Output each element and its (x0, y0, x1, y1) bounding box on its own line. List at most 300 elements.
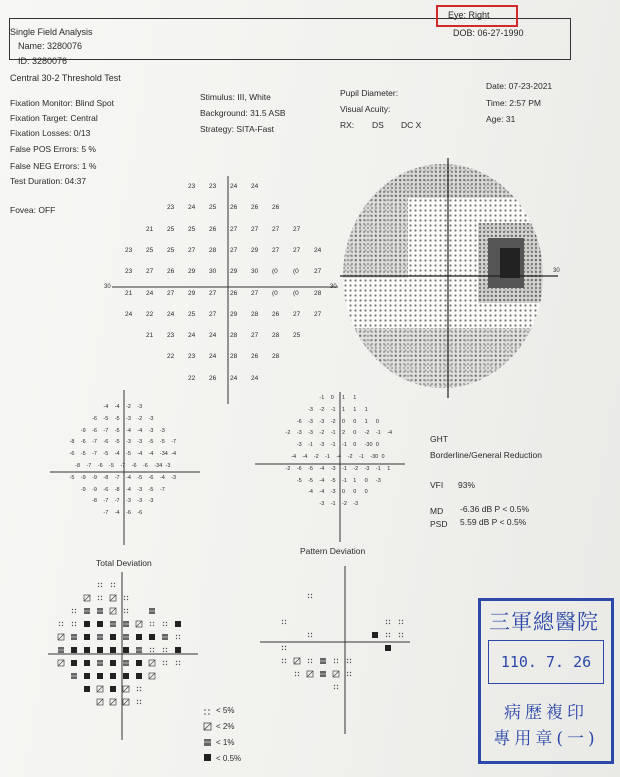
pattern-dev-value: -1 (342, 442, 347, 449)
pattern-dev-value: -2 (353, 465, 359, 472)
pattern-dev-value: -3 (308, 418, 313, 425)
total-dev-value: -9 (80, 486, 86, 493)
total-dev-value: -6 (126, 510, 131, 517)
pattern-dev-value: 0 (342, 418, 346, 425)
threshold-value: 21 (125, 289, 133, 297)
threshold-value: 27 (251, 332, 259, 340)
total-dev-value: -5 (69, 474, 75, 481)
threshold-value: 28 (251, 310, 259, 318)
threshold-value: 23 (167, 332, 175, 340)
threshold-value: 21 (146, 225, 154, 233)
pattern-dev-value: -30 (370, 454, 379, 460)
total-dev-value: -7 (171, 439, 177, 446)
pattern-dev-value: -6 (296, 418, 302, 425)
pattern-dev-symbol (295, 672, 299, 676)
threshold-value: 26 (209, 225, 217, 233)
pattern-dev-symbol (386, 633, 390, 637)
blind-spot-core (500, 248, 520, 278)
total-dev-symbol (110, 634, 116, 640)
pattern-dev-value: 0 (353, 442, 357, 449)
threshold-value: 23 (167, 204, 175, 212)
pattern-dev-symbol (294, 658, 300, 664)
pattern-dev-value: -3 (308, 430, 313, 437)
fovea: Fovea: OFF (10, 205, 56, 215)
total-dev-value: -7 (159, 486, 165, 493)
threshold-value: 26 (230, 289, 238, 297)
legend-p5: < 5% (216, 706, 235, 715)
threshold-value: 27 (293, 246, 301, 254)
total-dev-symbol (111, 583, 115, 587)
threshold-value: 26 (272, 204, 280, 212)
threshold-value: 23 (209, 183, 217, 190)
pattern-dev-value: -6 (296, 465, 302, 472)
pattern-dev-value: -3 (319, 418, 325, 425)
total-dev-value: -8 (103, 474, 109, 481)
total-dev-symbol (150, 648, 154, 652)
total-dev-value: -7 (86, 463, 92, 469)
pattern-dev-symbol (386, 620, 390, 624)
total-dev-value: -3 (171, 474, 177, 481)
pattern-dev-value: 2 (342, 430, 346, 437)
threshold-value: 29 (230, 268, 238, 276)
threshold-value: 29 (188, 268, 196, 276)
total-dev-value: -5 (80, 451, 86, 458)
pattern-dev-value: -1 (330, 501, 336, 508)
psd-value: 5.59 dB P < 0.5% (460, 517, 527, 527)
grayscale-map (338, 158, 564, 398)
pattern-dev-value: -4 (308, 489, 313, 496)
pattern-dev-value: 1 (353, 406, 357, 413)
total-dev-value: -5 (114, 427, 120, 434)
pattern-dev-value: 1 (387, 465, 391, 472)
total-dev-symbol (175, 621, 181, 627)
total-dev-value: -4 (126, 427, 131, 434)
fixation-target: Fixation Target: Central (10, 113, 98, 123)
threshold-value: 26 (251, 204, 259, 212)
total-dev-symbol (97, 660, 103, 666)
vfi-label: VFI (430, 480, 444, 490)
total-dev-symbol (97, 673, 103, 679)
threshold-value: 22 (188, 374, 196, 382)
pattern-dev-value: 1 (364, 418, 368, 425)
total-dev-value: -6 (80, 439, 86, 446)
total-dev-symbol (150, 622, 154, 626)
total-dev-value: -3 (148, 427, 154, 434)
pattern-dev-value: -2 (342, 501, 347, 508)
pattern-dev-value: 1 (364, 406, 368, 413)
patient-name: Name: 3280076 (18, 41, 83, 51)
pattern-dev-value: -3 (296, 430, 302, 437)
pattern-dev-symbol (334, 685, 338, 689)
total-dev-value: -7 (92, 451, 97, 458)
threshold-value: 30 (209, 268, 217, 276)
threshold-value: 25 (209, 204, 217, 212)
total-dev-symbol (97, 634, 103, 640)
total-dev-symbol (84, 647, 90, 653)
total-dev-value: -5 (159, 439, 165, 446)
total-dev-value: -4 (159, 474, 165, 481)
threshold-value: 27 (293, 310, 301, 318)
total-dev-value: -3 (159, 427, 165, 434)
threshold-value: 27 (230, 225, 238, 233)
threshold-value: 28 (209, 246, 217, 254)
total-dev-value: -3 (126, 415, 131, 422)
total-dev-value: -5 (126, 451, 131, 458)
pattern-dev-value: -3 (375, 477, 381, 484)
threshold-value: 27 (230, 246, 238, 254)
total-dev-symbol (59, 622, 63, 626)
total-dev-symbol (72, 622, 76, 626)
pattern-dev-value: -3 (319, 501, 325, 508)
pattern-dev-value: -5 (296, 477, 302, 484)
threshold-value: 22 (167, 353, 175, 361)
threshold-value: 25 (146, 246, 154, 254)
total-dev-value: -6 (69, 451, 75, 458)
pattern-dev-value: -5 (330, 477, 336, 484)
total-dev-value: -3 (137, 498, 143, 505)
pattern-dev-value: -2 (319, 406, 325, 413)
pattern-dev-symbol (320, 671, 326, 677)
false-pos: False POS Errors: 5 % (10, 144, 96, 154)
threshold-value: 27 (272, 246, 280, 254)
pattern-dev-value: -2 (319, 430, 325, 437)
total-dev-symbol (71, 673, 77, 679)
total-dev-symbol (123, 699, 129, 705)
threshold-value: 26 (209, 374, 217, 382)
total-dev-value: -6 (103, 486, 109, 493)
test-name: Central 30-2 Threshold Test (10, 73, 121, 83)
total-dev-symbol (123, 660, 129, 666)
md-value: -6.36 dB P < 0.5% (460, 504, 530, 514)
pattern-dev-value: -1 (342, 465, 347, 472)
total-dev-value: -34 (154, 463, 163, 469)
pattern-dev-symbol (282, 620, 286, 624)
dob: DOB: 06-27-1990 (453, 28, 524, 38)
total-dev-symbol (84, 673, 90, 679)
pattern-dev-value: -3 (364, 465, 370, 472)
total-dev-value: -4 (126, 474, 131, 481)
total-dev-value: -3 (148, 498, 154, 505)
threshold-value: 27 (146, 268, 154, 276)
threshold-value: 23 (188, 353, 196, 361)
threshold-value: 26 (251, 353, 259, 361)
total-dev-symbol (71, 634, 77, 640)
pattern-dev-value: -3 (308, 406, 313, 413)
total-dev-symbol (110, 673, 116, 679)
threshold-value: 24 (251, 183, 259, 190)
total-dev-symbol (97, 686, 103, 692)
pattern-dev-value: -2 (330, 418, 336, 425)
total-dev-symbol (123, 621, 129, 627)
total-dev-value: -6 (137, 510, 143, 517)
total-dev-symbol (136, 621, 142, 627)
grayscale-axis-label: 30 (553, 268, 560, 274)
total-dev-symbol (149, 673, 155, 679)
visual-acuity: Visual Acuity: (340, 104, 391, 114)
pattern-dev-value: -1 (330, 430, 336, 437)
total-dev-symbol (84, 634, 90, 640)
threshold-value: 28 (314, 289, 322, 297)
total-dev-symbol (110, 595, 116, 601)
stamp-line-1: 病歷複印 (504, 703, 588, 723)
pattern-dev-symbol (334, 659, 338, 663)
total-dev-symbol (97, 608, 103, 614)
total-dev-value: -9 (92, 474, 97, 481)
stamp-hospital-name: 三軍總醫院 (489, 610, 599, 634)
pattern-dev-symbol (333, 671, 339, 677)
md-label: MD (430, 506, 444, 516)
total-dev-value: -2 (126, 404, 131, 410)
total-dev-value: -3 (126, 439, 131, 446)
pattern-dev-value: 0 (375, 442, 379, 449)
threshold-value: 26 (167, 268, 175, 276)
ght-label: GHT (430, 434, 448, 444)
threshold-value: (0 (293, 289, 299, 297)
patient-age: Age: 31 (486, 114, 516, 124)
threshold-value: 30 (251, 268, 259, 276)
total-dev-value: -5 (148, 439, 154, 446)
total-deviation-title: Total Deviation (96, 558, 152, 568)
total-dev-value: -6 (131, 463, 137, 469)
total-dev-value: -4 (148, 451, 154, 458)
total-dev-value: -6 (92, 427, 97, 434)
total-dev-symbol (123, 673, 129, 679)
total-dev-value: -5 (148, 486, 154, 493)
total-dev-symbol (110, 686, 116, 692)
threshold-axis-label-left: 30 (104, 284, 111, 290)
total-dev-value: -9 (92, 486, 97, 493)
pattern-dev-value: 1 (342, 406, 346, 413)
test-time: Time: 2:57 PM (486, 98, 541, 108)
total-dev-symbol (98, 596, 102, 600)
total-dev-symbol (97, 699, 103, 705)
threshold-value: (0 (272, 289, 278, 297)
total-dev-symbol (137, 687, 141, 691)
threshold-value: 23 (188, 183, 196, 190)
pattern-dev-value: 0 (381, 454, 385, 460)
pattern-dev-value: 0 (353, 489, 357, 496)
pattern-dev-value: 0 (353, 430, 357, 437)
total-dev-value: -9 (80, 474, 86, 481)
total-dev-value: -4 (103, 404, 109, 410)
pattern-dev-value: -5 (308, 465, 313, 472)
threshold-value: 27 (314, 268, 322, 276)
test-date: Date: 07-23-2021 (486, 81, 553, 91)
threshold-value: 25 (293, 332, 301, 340)
legend-p2: < 2% (216, 722, 235, 731)
total-dev-value: -4 (126, 486, 131, 493)
pattern-dev-symbol (347, 672, 351, 676)
pattern-dev-value: -4 (319, 465, 325, 472)
pattern-dev-value: 0 (375, 418, 379, 425)
threshold-value: 22 (146, 310, 154, 318)
pattern-dev-value: 0 (330, 395, 334, 401)
total-dev-value: -3 (165, 463, 171, 469)
threshold-axes (100, 176, 340, 406)
threshold-value: 28 (230, 353, 238, 361)
total-dev-symbol (110, 660, 116, 666)
pattern-dev-value: -1 (330, 406, 336, 413)
total-dev-value: -4 (137, 427, 143, 434)
total-dev-axes (50, 390, 200, 550)
rx-label: RX: (340, 120, 355, 130)
pattern-dev-value: -4 (319, 489, 325, 496)
pattern-dev-symbol (308, 659, 312, 663)
threshold-value: 24 (209, 332, 217, 340)
threshold-value: 24 (209, 353, 217, 361)
threshold-value: 28 (272, 353, 280, 361)
threshold-value: 27 (167, 289, 175, 297)
pattern-dev-symbol (385, 645, 391, 651)
total-dev-value: -3 (137, 404, 143, 410)
pattern-dev-value: -4 (336, 454, 342, 460)
total-dev-symbol (98, 583, 102, 587)
pattern-deviation-plot (260, 566, 410, 736)
rx-ds: DS (372, 120, 384, 130)
threshold-value: 28 (230, 332, 238, 340)
total-dev-value: -8 (92, 498, 97, 505)
pattern-dev-symbol (308, 633, 312, 637)
total-dev-value: -8 (75, 463, 81, 469)
total-dev-symbol (97, 621, 103, 627)
threshold-value: 27 (314, 310, 322, 318)
total-dev-symbol (123, 634, 129, 640)
stamp-date: 110. 7. 26 (488, 640, 604, 684)
pattern-dev-symbol (282, 646, 286, 650)
legend-symbols (202, 706, 216, 766)
total-dev-symbol (58, 647, 64, 653)
threshold-value: 24 (230, 183, 238, 190)
total-dev-value: -5 (103, 415, 109, 422)
total-dev-value: -6 (148, 474, 154, 481)
total-dev-symbol (84, 595, 90, 601)
pattern-dev-value: -2 (285, 465, 291, 472)
pattern-dev-symbol (307, 671, 313, 677)
total-dev-symbol (84, 608, 90, 614)
total-dev-symbol (163, 661, 167, 665)
total-dev-symbol (163, 622, 167, 626)
total-dev-symbol (71, 647, 77, 653)
legend-p1: < 1% (216, 738, 235, 747)
pattern-dev-value: -3 (296, 442, 302, 449)
total-dev-symbol (137, 700, 141, 704)
total-dev-symbol (149, 634, 155, 640)
total-dev-symbol (84, 621, 90, 627)
total-dev-symbol (163, 648, 167, 652)
pattern-dev-value: -1 (308, 442, 313, 449)
total-dev-value: -4 (114, 451, 120, 458)
total-dev-value: -4 (114, 404, 120, 410)
total-dev-symbol (136, 660, 142, 666)
threshold-value: 29 (188, 289, 196, 297)
threshold-value: 27 (251, 289, 259, 297)
pattern-dev-value: -2 (313, 454, 319, 460)
threshold-value: 28 (272, 332, 280, 340)
total-dev-value: -5 (114, 439, 120, 446)
pattern-dev-value: -1 (319, 395, 325, 401)
total-dev-value: -7 (114, 498, 120, 505)
total-dev-symbol (58, 634, 64, 640)
psd-label: PSD (430, 519, 448, 529)
total-dev-value: -5 (103, 451, 109, 458)
threshold-value: 24 (146, 289, 154, 297)
pattern-dev-value: -1 (325, 454, 330, 460)
total-dev-value: -6 (142, 463, 148, 469)
pattern-dev-value: -1 (375, 465, 381, 472)
pattern-dev-value: -4 (291, 454, 297, 460)
total-dev-symbol (72, 609, 76, 613)
pattern-dev-axes (255, 392, 405, 552)
pattern-dev-symbol (320, 658, 326, 664)
threshold-value: 27 (188, 246, 196, 254)
threshold-axis-label-right: 30 (330, 284, 337, 290)
pattern-dev-symbol (399, 620, 403, 624)
pattern-dev-symbol (308, 594, 312, 598)
pattern-dev-value: -4 (387, 430, 393, 437)
total-dev-value: -8 (69, 439, 75, 446)
pattern-dev-value: 0 (353, 418, 357, 425)
total-dev-value: -3 (137, 486, 143, 493)
total-dev-symbol (149, 608, 155, 614)
total-dev-symbol (136, 634, 142, 640)
threshold-value: 25 (188, 310, 196, 318)
total-dev-value: -9 (80, 427, 86, 434)
pattern-deviation-title: Pattern Deviation (300, 546, 366, 556)
pattern-dev-symbol (372, 632, 378, 638)
total-dev-value: -5 (109, 463, 114, 469)
threshold-value: 24 (251, 374, 259, 382)
legend-p05: < 0.5% (216, 754, 242, 763)
total-dev-value: -3 (148, 415, 154, 422)
threshold-value: 29 (230, 310, 238, 318)
total-dev-value: -7 (114, 474, 120, 481)
report-title: Single Field Analysis (10, 27, 93, 37)
total-dev-symbol (110, 608, 116, 614)
threshold-value: 24 (230, 374, 238, 382)
pattern-dev-value: -3 (353, 501, 359, 508)
threshold-value: (0 (272, 268, 278, 276)
threshold-value: 26 (272, 310, 280, 318)
total-dev-symbol (175, 647, 181, 653)
pattern-dev-value: 0 (342, 489, 346, 496)
pattern-dev-value: -30 (364, 442, 373, 449)
total-dev-symbol (71, 660, 77, 666)
threshold-value: 23 (125, 268, 133, 276)
eye-label: Eye: Right (448, 10, 490, 20)
threshold-value: 27 (209, 289, 217, 297)
pattern-dev-value: 1 (342, 395, 346, 401)
total-dev-value: -7 (103, 498, 109, 505)
total-dev-value: -6 (97, 463, 103, 469)
threshold-value: 27 (293, 225, 301, 233)
pattern-dev-value: -3 (319, 442, 325, 449)
threshold-value: 25 (167, 246, 175, 254)
total-dev-symbol (123, 647, 129, 653)
threshold-value: 27 (251, 225, 259, 233)
total-dev-symbol (162, 634, 168, 640)
total-dev-symbol (58, 660, 64, 666)
vfi-value: 93% (458, 480, 476, 490)
total-dev-symbol (124, 596, 128, 600)
threshold-value: 21 (146, 332, 154, 340)
total-dev-symbol (149, 660, 155, 666)
pattern-dev-symbol (282, 659, 286, 663)
total-dev-value: -7 (103, 510, 109, 517)
pattern-dev-value: -4 (302, 454, 308, 460)
pattern-dev-value: 0 (364, 489, 368, 496)
pattern-dev-value: -1 (358, 454, 364, 460)
total-dev-symbol (84, 686, 90, 692)
